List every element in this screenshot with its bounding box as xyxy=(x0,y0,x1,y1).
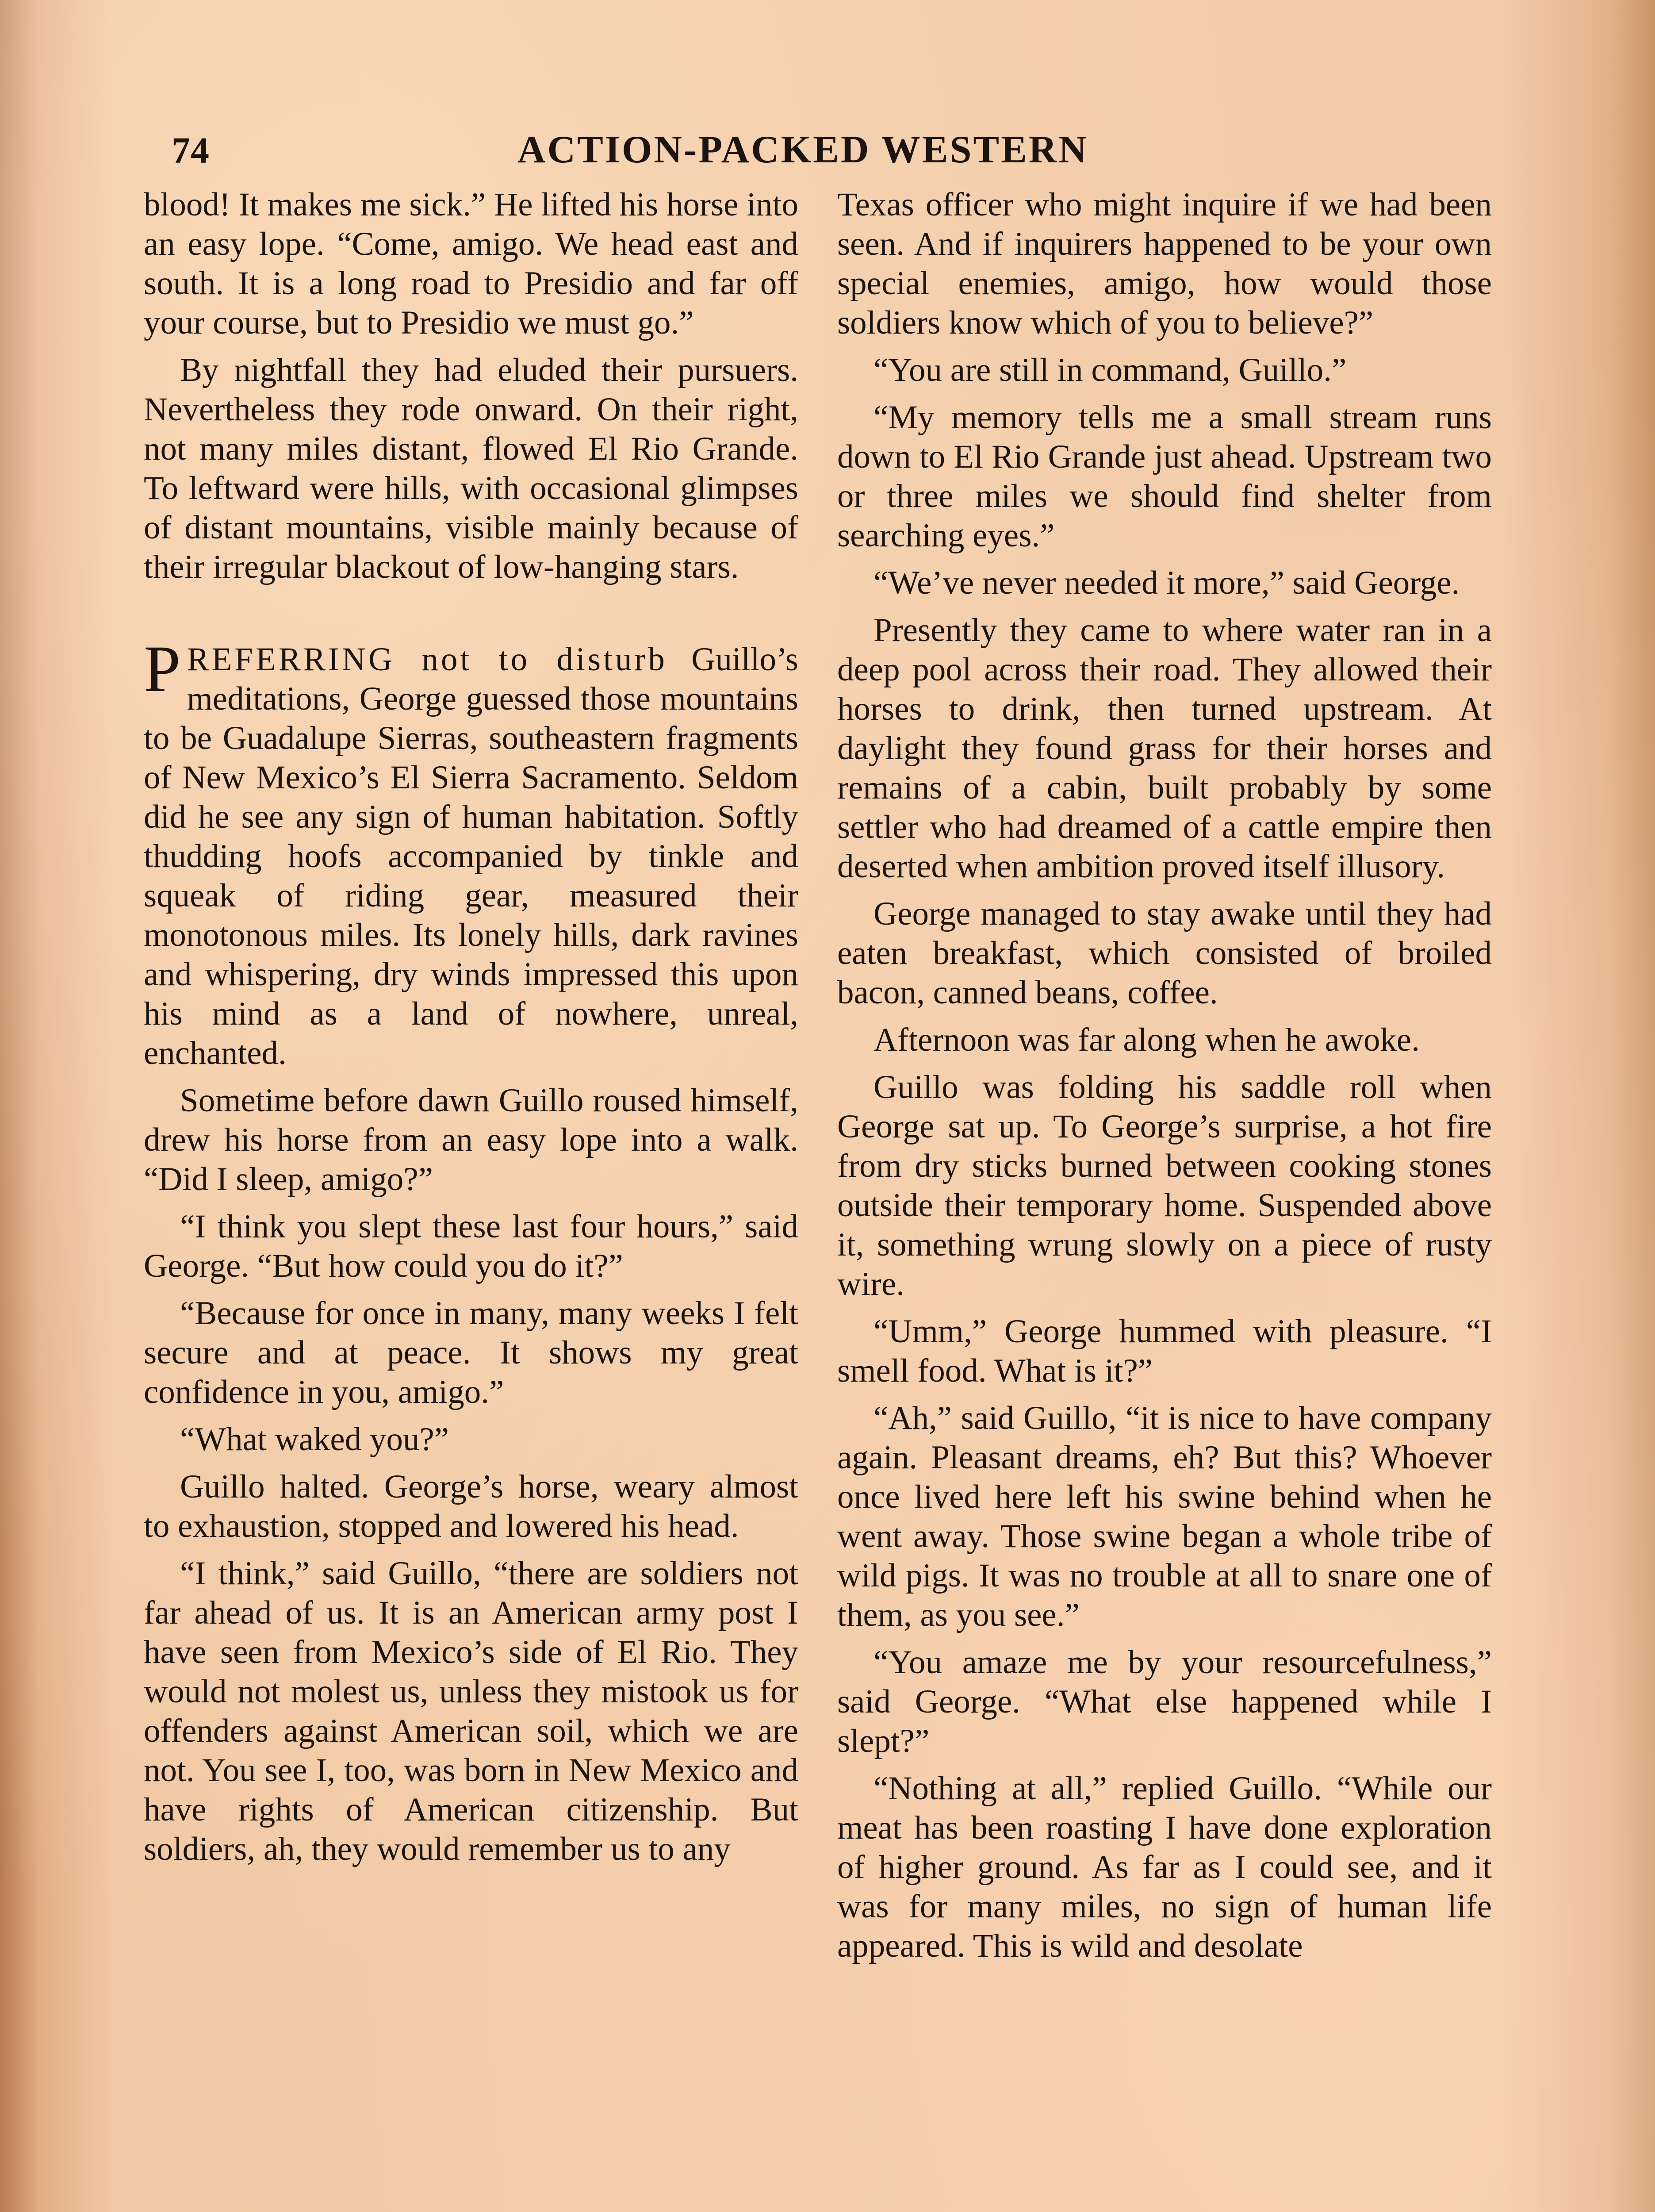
paragraph: “You amaze me by your resourcefulness,” said George. “What else happened while I slept?” xyxy=(837,1644,1492,1759)
paragraph: Sometime before dawn Guillo roused himself, drew his horse from an easy lope into a walk. “Did I sleep, amigo?” xyxy=(144,1082,798,1198)
paragraph: Guillo was folding his saddle roll when George sat up. To George’s surprise, a hot fire from dry sticks burned between cooking stones outside their temporary home. Suspended above it, something wrung slowly on a piece of rusty wire. xyxy=(837,1069,1492,1302)
paragraph: Texas officer who might inquire if we had been seen. And if inquirers happened to be your own special enemies, amigo, how would those soldiers know which of you to believe?” xyxy=(837,186,1492,341)
running-head: ACTION-PACKED WESTERN xyxy=(517,128,1088,171)
paragraph: “I think,” said Guillo, “there are soldiers not far ahead of us. It is an American army post I have seen from Mexico’s side of El Rio. They would not molest us, unless they mistook us for offenders against American soil, which we are not. You see I, too, was born in New Mexico and have rights of American citizenship. But soldiers, ah, they would remember us to any xyxy=(144,1555,798,1867)
paragraph: “You are still in command, Guillo.” xyxy=(873,352,1347,388)
paragraph: “Ah,” said Guillo, “it is nice to have company again. Pleasant dreams, eh? But this? Whoever once lived here left his swine behind when he went away. Those swine began a whole tribe of wild pigs. It was no trouble at all to snare one of them, as you see.” xyxy=(837,1400,1492,1633)
paragraph: “Umm,” George hummed with pleasure. “I smell food. What is it?” xyxy=(837,1313,1492,1389)
page-number: 74 xyxy=(172,130,210,171)
right-column xyxy=(837,185,1492,1974)
paragraph: “What waked you?” xyxy=(180,1421,449,1458)
left-column xyxy=(144,185,798,1877)
paragraph: blood! It makes me sick.” He lifted his horse into an easy lope. “Come, amigo. We head east and south. It is a long road to Presidio and far off your course, but to Presidio we must go.” xyxy=(144,186,798,341)
paragraph: “Nothing at all,” replied Guillo. “While our meat has been roasting I have done exploration of higher ground. As far as I could see, and it was for many miles, no sign of human life appeared. This is wild and desolate xyxy=(837,1770,1492,1964)
paragraph: By nightfall they had eluded their pursuers. Nevertheless they rode onward. On their right, not many miles distant, flowed El Rio Grande. To leftward were hills, with occasional glimpses of distant mountains, visible mainly because of their irregular blackout of low-hanging stars. xyxy=(144,352,798,585)
drop-cap: P xyxy=(144,632,181,706)
paragraph: George managed to stay awake until they had eaten breakfast, which consisted of broiled bacon, canned beans, coffee. xyxy=(837,895,1492,1011)
paragraph: “I think you slept these last four hours,” said George. “But how could you do it?” xyxy=(144,1208,798,1284)
paragraph: Presently they came to where water ran in a deep pool across their road. They allowed their horses to drink, then turned upstream. At daylight they found grass for their horses and remains of a cabin, built probably by some settler who had dreamed of a cattle empire then deserted when ambition proved itself illusory. xyxy=(837,612,1492,885)
section-opening-paragraph xyxy=(144,632,798,1073)
paragraph-text: Guillo’s meditations, George guessed those mountains to be Guadalupe Sierras, southeastern fragments of New Mexico’s El Sierra Sacramento. Seldom did he see any sign of human habitation. Softly thudding hoofs accompanied by tinkle and squeak of riding gear, measured their monotonous miles. Its lonely hills, dark ravines and whispering, dry winds impressed this upon his mind as a land of nowhere, unreal, enchanted. xyxy=(144,641,798,1071)
paragraph: “My memory tells me a small stream runs down to El Rio Grande just ahead. Upstream two or three miles we should find shelter from searching eyes.” xyxy=(837,399,1492,554)
paragraph: “We’ve never needed it more,” said George. xyxy=(873,565,1460,601)
paragraph: Afternoon was far along when he awoke. xyxy=(873,1022,1420,1058)
paragraph: Guillo halted. George’s horse, weary almost to exhaustion, stopped and lowered his head. xyxy=(144,1468,798,1544)
paragraph: “Because for once in many, many weeks I felt secure and at peace. It shows my great confidence in you, amigo.” xyxy=(144,1295,798,1410)
small-caps-lead: REFERRING not to disturb xyxy=(187,641,667,678)
